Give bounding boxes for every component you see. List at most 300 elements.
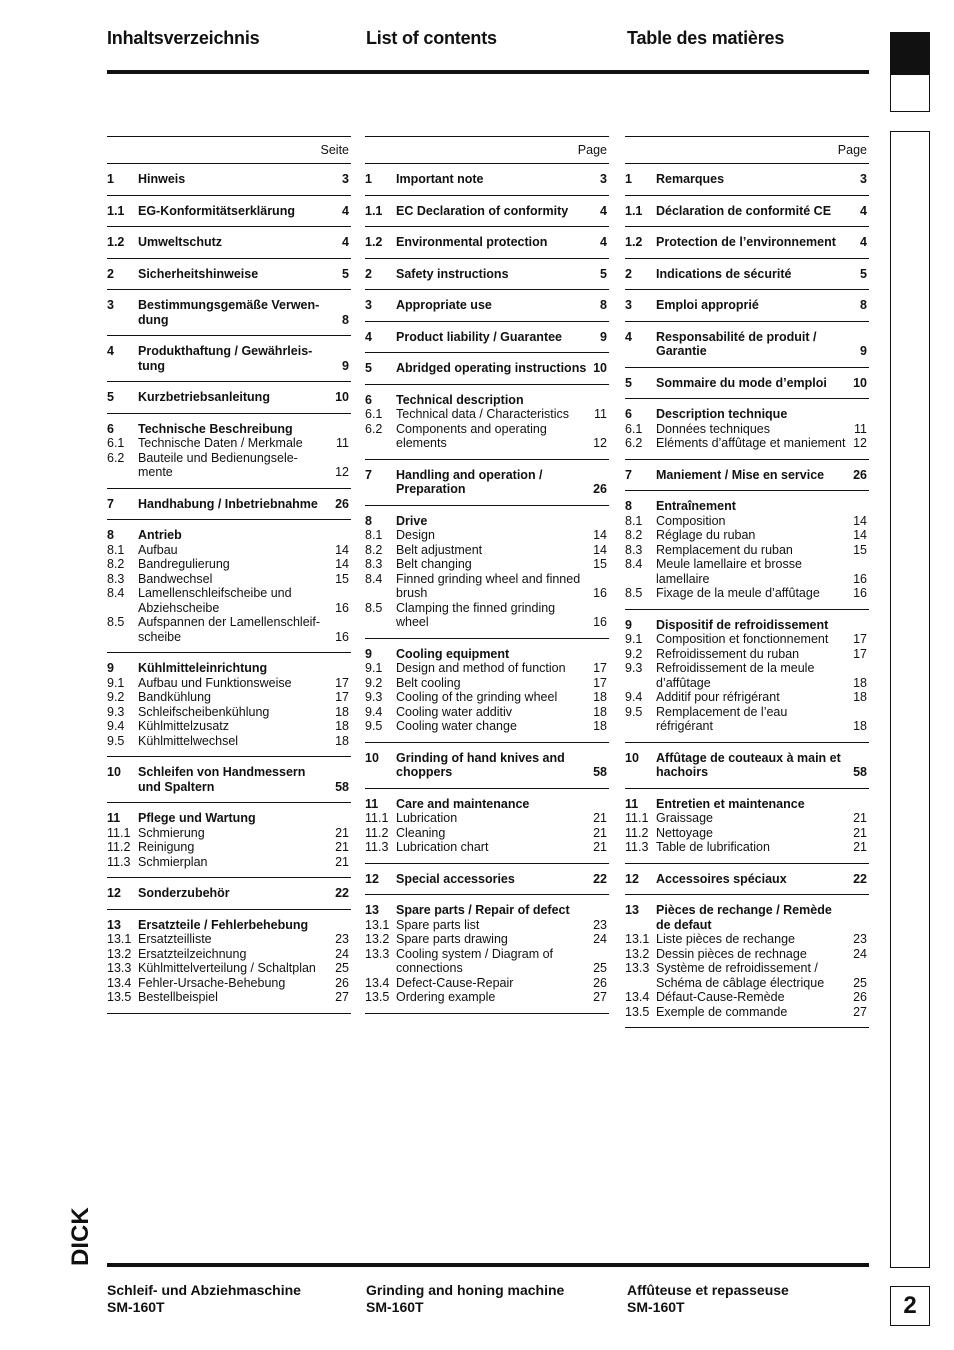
toc-entry-title: Pièces de rechange / Remède de defaut <box>656 903 832 932</box>
toc-entry-number: 11.1 <box>107 825 131 840</box>
toc-entry-page: 21 <box>335 825 349 840</box>
toc-entry <box>107 572 351 587</box>
toc-entry-title: Indications de sécurité <box>656 266 792 281</box>
toc-entry <box>107 172 351 187</box>
divider <box>107 1013 351 1014</box>
toc-entry-page: 14 <box>593 542 607 557</box>
toc-entry-page: 12 <box>853 436 867 450</box>
toc-entry-title: Cooling water additiv <box>396 704 513 719</box>
toc-entry-number: 8.1 <box>107 542 125 557</box>
toc-entry <box>107 586 351 615</box>
toc-entry <box>625 557 869 586</box>
toc-entry-page: 3 <box>860 172 867 186</box>
toc-entry-title: Care and maintenance <box>396 796 530 811</box>
toc-entry-title: Product liability / Guarantee <box>396 329 563 344</box>
toc-entry-page: 9 <box>600 329 607 344</box>
toc-entry <box>365 407 609 422</box>
toc-entry <box>107 840 351 855</box>
toc-entry-title: Réglage du ruban <box>656 528 756 542</box>
toc-entry-number: 7 <box>365 467 372 482</box>
toc-entry-title: Lubrication chart <box>396 840 489 854</box>
toc-entry <box>625 499 869 514</box>
toc-entry <box>625 376 869 391</box>
toc-entry-number: 2 <box>107 266 114 281</box>
toc-entry-number: 9.5 <box>365 719 383 733</box>
toc-entry-page: 21 <box>593 825 607 840</box>
toc-entry-title: Grinding of hand knives and choppers <box>396 750 565 779</box>
toc-entry-number: 9.1 <box>365 661 383 675</box>
footer-fr-title: Affûteuse et repasseuse <box>627 1282 789 1298</box>
toc-entry-page: 27 <box>853 1004 867 1019</box>
toc-entry-page: 17 <box>853 646 867 661</box>
toc-entry-page: 26 <box>593 975 607 990</box>
toc-entry <box>365 826 609 841</box>
toc-entry <box>365 172 609 187</box>
toc-entry-page: 11 <box>854 421 867 436</box>
toc-entry-number: 11.3 <box>625 840 649 854</box>
toc-entry <box>625 840 869 855</box>
toc-entry-title: Components and operating elements <box>396 421 547 450</box>
toc-entry-page: 16 <box>853 571 867 586</box>
toc-entry-page: 26 <box>853 990 867 1004</box>
toc-entry <box>365 840 609 855</box>
page-column-label: Seite <box>320 143 349 157</box>
toc-entry-number: 1 <box>625 172 632 186</box>
page-number: 2 <box>890 1286 930 1326</box>
toc-entry-title: Refroidissement du ruban <box>656 646 800 661</box>
toc-entry-number: 6 <box>365 392 372 407</box>
toc-entry <box>107 811 351 826</box>
toc-entry-page: 22 <box>335 886 349 900</box>
toc-entry-page: 24 <box>335 946 349 961</box>
toc-entry-number: 13.1 <box>625 932 650 946</box>
page-column-label: Page <box>577 143 607 157</box>
toc-entry-title: Technical description <box>396 392 524 407</box>
toc-entry-page: 4 <box>600 235 607 249</box>
toc-entry-page: 9 <box>860 344 867 358</box>
toc-entry-number: 1.1 <box>625 203 643 218</box>
toc-entry-page: 5 <box>600 266 607 281</box>
toc-section <box>107 259 351 290</box>
toc-entry <box>107 298 351 327</box>
toc-entry-title: Aufbau <box>138 542 178 557</box>
toc-entry-number: 2 <box>365 266 372 281</box>
footer-de <box>107 1282 301 1316</box>
toc-entry-title: Ersatzteile / Fehlerbehebung <box>138 917 309 932</box>
toc-entry-page: 25 <box>853 975 867 990</box>
toc-entry-title: Schleifscheibenkühlung <box>138 704 270 719</box>
toc-entry-number: 9.1 <box>625 632 643 646</box>
toc-entry-title: Remarques <box>656 172 725 186</box>
toc-entry <box>107 436 351 451</box>
toc-entry-page: 22 <box>853 871 867 886</box>
dick-logo <box>58 1188 104 1268</box>
toc-entry-page: 18 <box>853 719 867 733</box>
toc-entry-title: Remplacement de l’eau réfrigérant <box>656 704 788 733</box>
toc-section <box>625 399 869 459</box>
toc-entry-title: Belt adjustment <box>396 542 483 557</box>
footer-rule <box>107 1263 869 1267</box>
header-rule <box>107 70 869 74</box>
toc-entry-page: 26 <box>335 975 349 990</box>
toc-entry-number: 5 <box>365 361 372 375</box>
toc-entry-page: 26 <box>335 496 349 511</box>
toc-entry-page: 21 <box>335 854 349 869</box>
toc-entry-page: 16 <box>335 629 349 644</box>
toc-entry <box>107 557 351 572</box>
toc-entry <box>625 872 869 887</box>
toc-entry-title: Dessin pièces de rechnage <box>656 946 807 961</box>
header-fr: Table des matières <box>627 28 785 48</box>
toc-entry-page: 24 <box>593 932 607 946</box>
toc-entry-page: 18 <box>853 690 867 704</box>
toc-entry <box>625 267 869 282</box>
toc-entry-page: 22 <box>593 871 607 886</box>
toc-entry-number: 6.2 <box>625 436 643 450</box>
toc-entry-page: 14 <box>853 528 867 542</box>
toc-entry <box>107 719 351 734</box>
toc-entry-title: Meule lamellaire et brosse lamellaire <box>656 557 802 586</box>
toc-entry <box>625 407 869 422</box>
toc-entry-page: 15 <box>335 571 349 586</box>
toc-entry-title: Système de refroidissement / Schéma de câblage électrique <box>656 961 825 990</box>
toc-entry-number: 10 <box>625 750 639 765</box>
toc-entry-number: 4 <box>625 329 632 344</box>
toc-entry <box>625 990 869 1005</box>
toc-entry-page: 18 <box>593 704 607 719</box>
toc-entry-number: 9.1 <box>107 675 125 690</box>
toc-entry-page: 15 <box>853 542 867 557</box>
toc-entry-title: Kühlmittelverteilung / Schaltplan <box>138 961 316 975</box>
toc-entry-title: Défaut-Cause-Remède <box>656 990 785 1004</box>
toc-entry <box>365 267 609 282</box>
toc-entry <box>365 811 609 826</box>
toc-entry-page: 5 <box>342 266 349 281</box>
toc-entry <box>365 298 609 313</box>
toc-section <box>625 895 869 1027</box>
toc-section <box>365 290 609 321</box>
toc-entry-number: 9 <box>625 617 632 632</box>
toc-entry <box>625 468 869 483</box>
toc-entry-page: 18 <box>335 719 349 733</box>
toc-entry-title: Defect-Cause-Repair <box>396 975 514 990</box>
toc-entry <box>365 601 609 630</box>
toc-section <box>107 910 351 1013</box>
toc-entry-title: Drive <box>396 513 428 528</box>
toc-entry <box>625 528 869 543</box>
toc-entry <box>365 690 609 705</box>
toc-section <box>625 322 869 367</box>
toc-entry <box>107 235 351 250</box>
toc-section <box>107 196 351 227</box>
toc-entry <box>365 235 609 250</box>
toc-entry-number: 8 <box>365 513 372 528</box>
page-column-label: Page <box>837 143 867 157</box>
toc-entry-page: 4 <box>600 203 607 218</box>
toc-entry-page: 17 <box>593 675 607 690</box>
toc-entry <box>365 872 609 887</box>
toc-entry-page: 24 <box>853 946 867 961</box>
toc-entry-title: Cooling water change <box>396 719 517 733</box>
toc-entry-page: 16 <box>335 600 349 615</box>
toc-entry <box>107 886 351 901</box>
toc-entry-title: Technische Beschreibung <box>138 421 293 436</box>
toc-section <box>107 382 351 413</box>
toc-entry-title: Bauteile und Bedienungsele-mente <box>138 450 298 479</box>
toc-entry <box>107 676 351 691</box>
toc-entry-number: 13.2 <box>107 946 132 961</box>
toc-section <box>625 196 869 227</box>
toc-entry-number: 8 <box>625 499 632 513</box>
toc-section <box>107 164 351 195</box>
toc-entry-title: Ordering example <box>396 990 496 1004</box>
toc-entry-page: 58 <box>853 765 867 779</box>
toc-entry-number: 11.1 <box>365 811 389 825</box>
toc-entry-number: 6.1 <box>365 407 383 421</box>
toc-entry <box>625 903 869 932</box>
toc-entry-page: 15 <box>593 557 607 571</box>
toc-entry-number: 13 <box>107 917 121 932</box>
toc-entry-number: 1.2 <box>625 235 643 249</box>
toc-entry-title: Cooling of the grinding wheel <box>396 690 558 704</box>
toc-entry-number: 9.2 <box>625 646 643 661</box>
footer-en <box>366 1282 564 1316</box>
toc-section <box>107 336 351 381</box>
toc-entry-number: 11.3 <box>365 840 389 854</box>
toc-entry-title: Responsabilité de produit / Garantie <box>656 329 817 358</box>
toc-entry <box>625 298 869 313</box>
toc-entry <box>107 528 351 543</box>
toc-entry-number: 13.4 <box>625 990 650 1004</box>
toc-entry-number: 9.4 <box>625 690 643 704</box>
toc-column-en <box>365 136 609 1014</box>
toc-entry-title: Affûtage de couteaux à main et hachoirs <box>656 750 841 779</box>
toc-entry-title: Belt changing <box>396 557 472 571</box>
toc-entry-number: 9.2 <box>107 690 125 704</box>
toc-entry <box>365 572 609 601</box>
toc-entry-title: Cleaning <box>396 825 446 840</box>
toc-entry-number: 1.1 <box>107 203 125 218</box>
toc-entry-title: Cooling system / Diagram of connections <box>396 946 554 975</box>
toc-entry-page: 14 <box>335 557 349 571</box>
toc-entry-title: Spare parts list <box>396 917 480 932</box>
toc-entry <box>365 932 609 947</box>
toc-entry <box>365 661 609 676</box>
toc-entry <box>107 734 351 749</box>
toc-entry-number: 13 <box>625 903 639 917</box>
toc-section <box>107 290 351 335</box>
toc-entry <box>365 422 609 451</box>
toc-entry-page: 17 <box>335 675 349 690</box>
footer-de-title: Schleif- und Abziehmaschine <box>107 1282 301 1298</box>
toc-entry-number: 9 <box>107 661 114 675</box>
toc-entry-title: Finned grinding wheel and finned brush <box>396 571 581 600</box>
toc-entry-page: 27 <box>593 990 607 1004</box>
toc-entry-page: 26 <box>593 482 607 496</box>
toc-entry <box>107 705 351 720</box>
toc-entry <box>365 514 609 529</box>
toc-entry-page: 23 <box>593 917 607 932</box>
toc-section <box>365 506 609 638</box>
toc-entry-number: 13.5 <box>625 1004 650 1019</box>
toc-entry-page: 17 <box>593 661 607 675</box>
toc-section <box>625 864 869 895</box>
toc-entry-number: 6.1 <box>625 421 643 436</box>
toc-entry <box>107 765 351 794</box>
toc-section <box>365 353 609 384</box>
toc-section <box>625 491 869 609</box>
toc-entry-number: 13.1 <box>365 917 390 932</box>
toc-entry-title: Spare parts / Repair of defect <box>396 903 570 917</box>
toc-entry-number: 13.3 <box>365 946 390 961</box>
toc-entry-title: Abridged operating instructions <box>396 361 587 375</box>
toc-entry <box>625 647 869 662</box>
toc-entry <box>365 719 609 734</box>
toc-entry-title: Schmierung <box>138 825 205 840</box>
toc-entry-number: 11 <box>107 811 121 825</box>
toc-entry <box>107 422 351 437</box>
toc-entry <box>365 361 609 376</box>
toc-entry <box>365 330 609 345</box>
toc-entry-title: Sommaire du mode d’emploi <box>656 375 827 390</box>
toc-entry-page: 10 <box>853 375 867 390</box>
toc-entry <box>625 204 869 219</box>
toc-section <box>107 489 351 520</box>
toc-entry <box>625 661 869 690</box>
toc-entry <box>107 661 351 676</box>
toc-entry-number: 13.1 <box>107 932 132 946</box>
toc-section <box>365 385 609 459</box>
toc-entry-number: 6 <box>625 407 632 421</box>
toc-entry-title: Bandwechsel <box>138 571 213 586</box>
toc-entry-number: 11.3 <box>107 854 131 869</box>
toc-entry-title: Remplacement du ruban <box>656 542 793 557</box>
toc-entry-number: 4 <box>365 329 372 344</box>
toc-entry-title: Eléments d’affûtage et maniement <box>656 436 846 450</box>
toc-entry <box>625 514 869 529</box>
toc-entry-title: EC Declaration of conformity <box>396 203 569 218</box>
toc-entry <box>107 826 351 841</box>
toc-entry-number: 8.1 <box>625 513 643 528</box>
toc-section <box>625 460 869 491</box>
toc-entry-title: Composition <box>656 513 726 528</box>
toc-entry-title: Maniement / Mise en service <box>656 467 825 482</box>
toc-entry-number: 8.5 <box>107 615 125 629</box>
toc-entry <box>107 918 351 933</box>
toc-entry <box>625 618 869 633</box>
toc-entry-page: 8 <box>600 298 607 312</box>
toc-entry <box>625 235 869 250</box>
toc-entry-number: 11.2 <box>107 840 131 854</box>
toc-entry <box>107 976 351 991</box>
toc-section <box>365 164 609 195</box>
toc-entry-title: Sonderzubehör <box>138 886 230 900</box>
toc-entry-number: 9 <box>365 646 372 661</box>
toc-entry-page: 58 <box>593 765 607 779</box>
toc-entry-title: Nettoyage <box>656 825 713 840</box>
toc-section <box>107 878 351 909</box>
toc-entry-title: Antrieb <box>138 528 182 542</box>
toc-entry-title: Kühlmittelwechsel <box>138 733 239 748</box>
toc-section <box>107 414 351 488</box>
toc-entry-page: 18 <box>335 733 349 748</box>
toc-section <box>107 227 351 258</box>
dick-logo-text: DICK <box>67 1207 94 1266</box>
toc-entry-page: 27 <box>335 990 349 1004</box>
toc-entry-number: 5 <box>625 375 632 390</box>
toc-entry-title: Entretien et maintenance <box>656 796 805 811</box>
toc-entry-page: 5 <box>860 266 867 281</box>
toc-entry-title: Ersatzteilliste <box>138 932 212 946</box>
toc-entry-number: 6.1 <box>107 436 125 450</box>
toc-entry-number: 12 <box>365 871 379 886</box>
toc-entry <box>365 990 609 1005</box>
toc-section <box>365 864 609 895</box>
toc-entry-number: 6.2 <box>107 450 125 465</box>
toc-entry-title: Aufspannen der Lamellenschleif-scheibe <box>138 615 321 644</box>
toc-entry-number: 11.1 <box>625 811 649 825</box>
toc-entry-title: Protection de l’environnement <box>656 235 836 249</box>
toc-entry-number: 13.5 <box>365 990 390 1004</box>
toc-entry-number: 8.5 <box>365 600 383 615</box>
toc-entry-number: 4 <box>107 344 114 358</box>
toc-entry-number: 11.2 <box>625 825 649 840</box>
toc-entry-title: Bestimmungsgemäße Verwen-dung <box>138 298 320 327</box>
toc-entry <box>365 676 609 691</box>
toc-entry <box>365 393 609 408</box>
toc-entry-number: 1.1 <box>365 203 383 218</box>
toc-entry <box>625 543 869 558</box>
toc-entry <box>625 751 869 780</box>
toc-entry <box>365 976 609 991</box>
toc-entry <box>107 932 351 947</box>
toc-entry-number: 8.2 <box>107 557 125 571</box>
toc-entry-page: 23 <box>853 932 867 946</box>
toc-entry-page: 18 <box>593 719 607 733</box>
toc-entry-page: 18 <box>853 675 867 690</box>
toc-entry-page: 3 <box>342 172 349 186</box>
toc-entry <box>625 632 869 647</box>
toc-entry-title: Spare parts drawing <box>396 932 508 946</box>
toc-entry-title: Bandkühlung <box>138 690 211 704</box>
toc-entry-number: 6 <box>107 421 114 436</box>
toc-entry-page: 12 <box>335 465 349 479</box>
toc-section <box>625 290 869 321</box>
toc-entry-number: 13.3 <box>625 961 650 975</box>
toc-entry-number: 11 <box>365 796 379 811</box>
toc-entry-page: 18 <box>335 704 349 719</box>
toc-entry-number: 9.4 <box>107 719 125 733</box>
toc-entry <box>365 647 609 662</box>
toc-entry-title: Produkthaftung / Gewährleis-tung <box>138 344 313 373</box>
toc-entry-number: 10 <box>107 765 121 779</box>
toc-section <box>365 259 609 290</box>
toc-entry <box>107 615 351 644</box>
toc-entry-page: 16 <box>853 586 867 600</box>
toc-entry-page: 4 <box>860 235 867 249</box>
toc-entry-page: 4 <box>342 203 349 218</box>
footer-de-model: SM-160T <box>107 1299 165 1315</box>
toc-entry <box>625 422 869 437</box>
toc-entry-number: 8.4 <box>625 557 643 571</box>
toc-entry-page: 11 <box>594 407 607 421</box>
toc-entry-number: 8.5 <box>625 586 643 600</box>
toc-entry-title: Technical data / Characteristics <box>396 407 569 421</box>
toc-entry-title: Important note <box>396 172 484 186</box>
toc-entry <box>365 204 609 219</box>
toc-entry-title: Entraînement <box>656 499 736 513</box>
toc-entry <box>365 797 609 812</box>
